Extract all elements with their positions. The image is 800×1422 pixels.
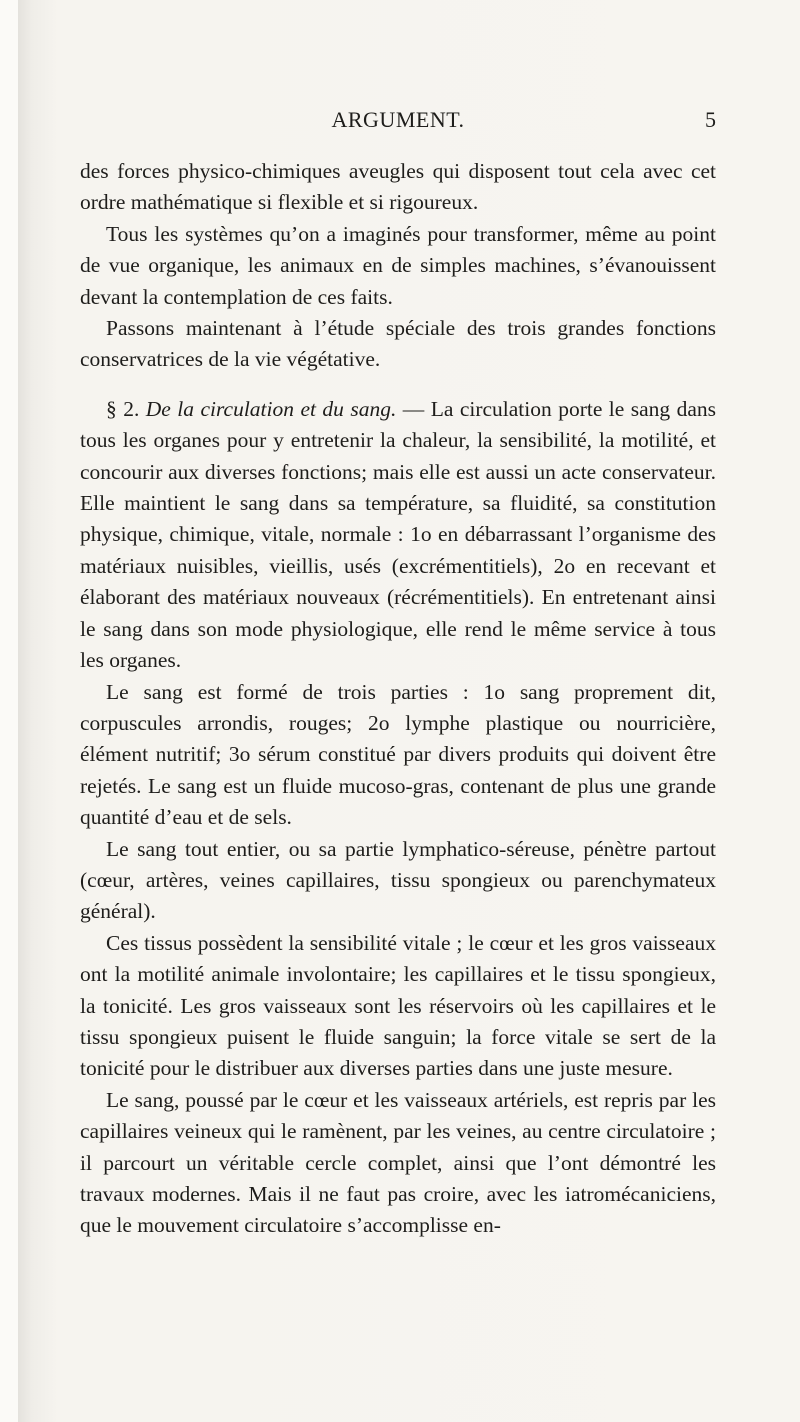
book-page [18, 0, 800, 1422]
paragraph: Le sang tout entier, ou sa partie lymphatico-séreuse, pénètre partout (cœur, artères, veines capillaires, tissu spongieux ou parenchymateux général). [80, 836, 716, 924]
section-title: De la circulation et du sang. [145, 396, 397, 421]
section-paragraph [80, 394, 716, 677]
section-text: — La circulation porte le sang dans tous les organes pour y entretenir la chaleur, la sensibilité, la motilité, et concourir aux diverses fonctions; mais elle est aussi un acte conservateur. Elle maintient le sang dans sa température, sa fluidité, sa constitution physique, chimique, vitale, normale : 1o en débarrassant l’organisme des matériaux nuisibles, vieillis, usés (excrémentitiels), 2o en recevant et élaborant des matériaux nouveaux (récrémentitiels). En entretenant ainsi le sang dans son mode physiologique, elle rend le même service à tous les organes. [80, 396, 717, 673]
page-text [80, 104, 716, 1242]
page-left-margin [0, 0, 18, 1422]
paragraph: Tous les systèmes qu’on a imaginés pour transformer, même au point de vue organique, les animaux en de simples machines, s’évanouissent devant la contemplation de ces faits. [80, 221, 716, 309]
paragraph: Le sang est formé de trois parties : 1o sang proprement dit, corpuscules arrondis, rouges; 2o lymphe plastique ou nourricière, élément nutritif; 3o sérum constitué par divers produits qui doivent être rejetés. Le sang est un fluide mucoso-gras, contenant de plus une grande quantité d’eau et de sels. [80, 679, 716, 830]
running-title: ARGUMENT. [331, 107, 465, 132]
paragraph: Ces tissus possèdent la sensibilité vitale ; le cœur et les gros vaisseaux ont la motilité animale involontaire; les capillaires et le tissu spongieux, la tonicité. Les gros vaisseaux sont les réservoirs où les capillaires et le tissu spongieux puisent le fluide sanguin; la force vitale se sert de la tonicité pour le distribuer aux diverses parties dans une juste mesure. [80, 930, 716, 1081]
page-header [80, 104, 716, 142]
paragraph: Passons maintenant à l’étude spéciale des trois grandes fonctions conservatrices de la vie végétative. [80, 316, 716, 372]
section-number: § 2. [106, 396, 140, 421]
paragraph: Le sang, poussé par le cœur et les vaisseaux artériels, est repris par les capillaires veineux qui le ramènent, par les veines, au centre circulatoire ; il parcourt un véritable cercle complet, ainsi que l’ont démontré les travaux modernes. Mais il ne faut pas croire, avec les iatromécaniciens, que le mouvement circulatoire s’accomplisse en- [80, 1087, 716, 1238]
page-number: 5 [705, 107, 716, 132]
paragraph: des forces physico-chimiques aveugles qui disposent tout cela avec cet ordre mathématique si flexible et si rigoureux. [80, 159, 716, 215]
